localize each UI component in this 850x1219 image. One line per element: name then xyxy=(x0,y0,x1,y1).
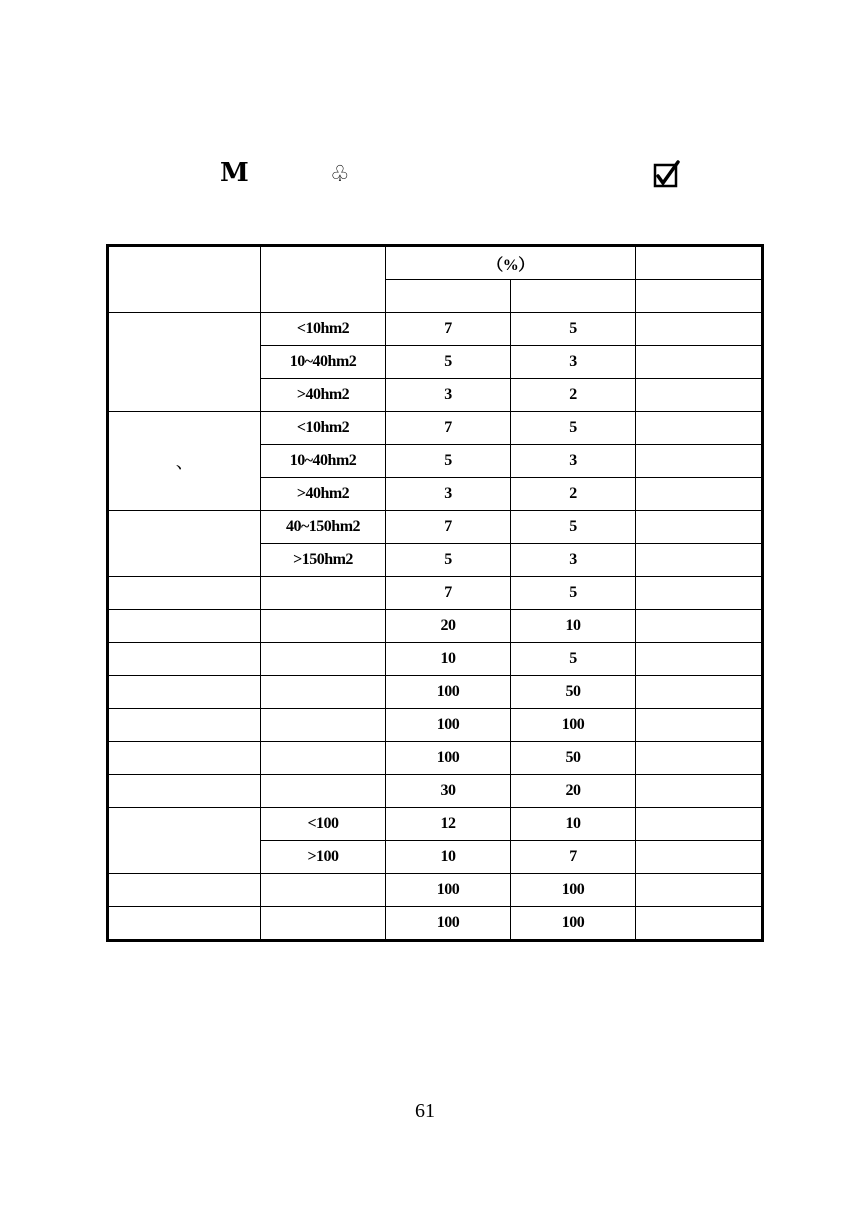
category-cell xyxy=(108,775,261,808)
remark-cell xyxy=(636,577,763,610)
value-cell-1: 100 xyxy=(386,874,511,907)
category-cell xyxy=(108,808,261,874)
table-row xyxy=(108,775,763,808)
category-cell xyxy=(108,874,261,907)
club-icon: ♧ xyxy=(330,162,350,187)
value-cell-2: 3 xyxy=(511,346,636,379)
value-cell-1: 10 xyxy=(386,643,511,676)
remark-cell xyxy=(636,841,763,874)
range-cell xyxy=(261,709,386,742)
value-cell-2: 50 xyxy=(511,676,636,709)
remark-cell xyxy=(636,808,763,841)
value-cell-1: 3 xyxy=(386,478,511,511)
remark-cell xyxy=(636,412,763,445)
range-cell xyxy=(261,775,386,808)
table-row xyxy=(108,577,763,610)
value-cell-1: 30 xyxy=(386,775,511,808)
table-row xyxy=(108,676,763,709)
value-cell-1: 7 xyxy=(386,412,511,445)
range-cell xyxy=(261,907,386,941)
remark-cell xyxy=(636,907,763,941)
category-comma: 、 xyxy=(175,452,194,472)
range-cell: 40~150hm2 xyxy=(261,511,386,544)
table-header-row xyxy=(108,246,763,280)
header-cell xyxy=(636,280,763,313)
value-cell-1: 7 xyxy=(386,577,511,610)
value-cell-2: 10 xyxy=(511,610,636,643)
table-row xyxy=(108,808,763,841)
header-cell xyxy=(261,246,386,313)
value-cell-2: 100 xyxy=(511,874,636,907)
value-cell-1: 5 xyxy=(386,346,511,379)
category-cell xyxy=(108,742,261,775)
header-cell xyxy=(386,280,511,313)
range-cell xyxy=(261,577,386,610)
remark-cell xyxy=(636,313,763,346)
value-cell-2: 10 xyxy=(511,808,636,841)
value-cell-2: 3 xyxy=(511,544,636,577)
table-row xyxy=(108,874,763,907)
remark-cell xyxy=(636,610,763,643)
value-cell-1: 100 xyxy=(386,676,511,709)
range-cell xyxy=(261,676,386,709)
category-cell xyxy=(108,610,261,643)
remark-cell xyxy=(636,775,763,808)
value-cell-2: 5 xyxy=(511,412,636,445)
value-cell-2: 5 xyxy=(511,643,636,676)
table-row xyxy=(108,709,763,742)
value-cell-1: 100 xyxy=(386,907,511,941)
value-cell-1: 10 xyxy=(386,841,511,874)
value-cell-1: 7 xyxy=(386,313,511,346)
table-row xyxy=(108,643,763,676)
table-row xyxy=(108,610,763,643)
value-cell-1: 3 xyxy=(386,379,511,412)
category-cell xyxy=(108,577,261,610)
value-cell-2: 5 xyxy=(511,313,636,346)
checkbox-checked-icon xyxy=(652,160,680,188)
value-cell-1: 7 xyxy=(386,511,511,544)
range-cell: >150hm2 xyxy=(261,544,386,577)
page-number: 61 xyxy=(415,1100,435,1122)
value-cell-2: 100 xyxy=(511,907,636,941)
range-cell: >40hm2 xyxy=(261,478,386,511)
remark-cell xyxy=(636,709,763,742)
category-cell xyxy=(108,313,261,412)
value-cell-1: 5 xyxy=(386,445,511,478)
value-cell-2: 100 xyxy=(511,709,636,742)
table-row xyxy=(108,313,763,346)
range-cell: 10~40hm2 xyxy=(261,346,386,379)
value-cell-2: 20 xyxy=(511,775,636,808)
category-cell xyxy=(108,412,261,511)
range-cell xyxy=(261,742,386,775)
category-cell xyxy=(108,676,261,709)
table-row xyxy=(108,412,763,445)
value-cell-2: 2 xyxy=(511,379,636,412)
table-row xyxy=(108,907,763,941)
header-cell xyxy=(511,280,636,313)
category-cell xyxy=(108,643,261,676)
category-cell xyxy=(108,709,261,742)
value-cell-1: 100 xyxy=(386,742,511,775)
header-cell xyxy=(636,246,763,280)
range-cell: >40hm2 xyxy=(261,379,386,412)
range-cell xyxy=(261,874,386,907)
remark-cell xyxy=(636,676,763,709)
range-cell: <100 xyxy=(261,808,386,841)
value-cell-2: 7 xyxy=(511,841,636,874)
remark-cell xyxy=(636,742,763,775)
value-cell-1: 100 xyxy=(386,709,511,742)
remark-cell xyxy=(636,511,763,544)
remark-cell xyxy=(636,379,763,412)
range-cell xyxy=(261,610,386,643)
range-cell: <10hm2 xyxy=(261,412,386,445)
value-cell-2: 2 xyxy=(511,478,636,511)
value-cell-1: 5 xyxy=(386,544,511,577)
table-row xyxy=(108,742,763,775)
value-cell-2: 5 xyxy=(511,577,636,610)
remark-cell xyxy=(636,445,763,478)
value-cell-2: 3 xyxy=(511,445,636,478)
data-table xyxy=(106,244,764,942)
value-cell-1: 12 xyxy=(386,808,511,841)
range-cell xyxy=(261,643,386,676)
category-cell xyxy=(108,907,261,941)
range-cell: <10hm2 xyxy=(261,313,386,346)
remark-cell xyxy=(636,544,763,577)
table-row xyxy=(108,511,763,544)
value-cell-2: 5 xyxy=(511,511,636,544)
range-cell: >100 xyxy=(261,841,386,874)
category-cell xyxy=(108,511,261,577)
range-cell: 10~40hm2 xyxy=(261,445,386,478)
value-cell-2: 50 xyxy=(511,742,636,775)
remark-cell xyxy=(636,346,763,379)
remark-cell xyxy=(636,874,763,907)
remark-cell xyxy=(636,643,763,676)
remark-cell xyxy=(636,478,763,511)
header-cell xyxy=(108,246,261,313)
value-cell-1: 20 xyxy=(386,610,511,643)
header-percent-cell: （%） xyxy=(386,246,636,280)
letter-m-glyph: M xyxy=(220,158,249,188)
